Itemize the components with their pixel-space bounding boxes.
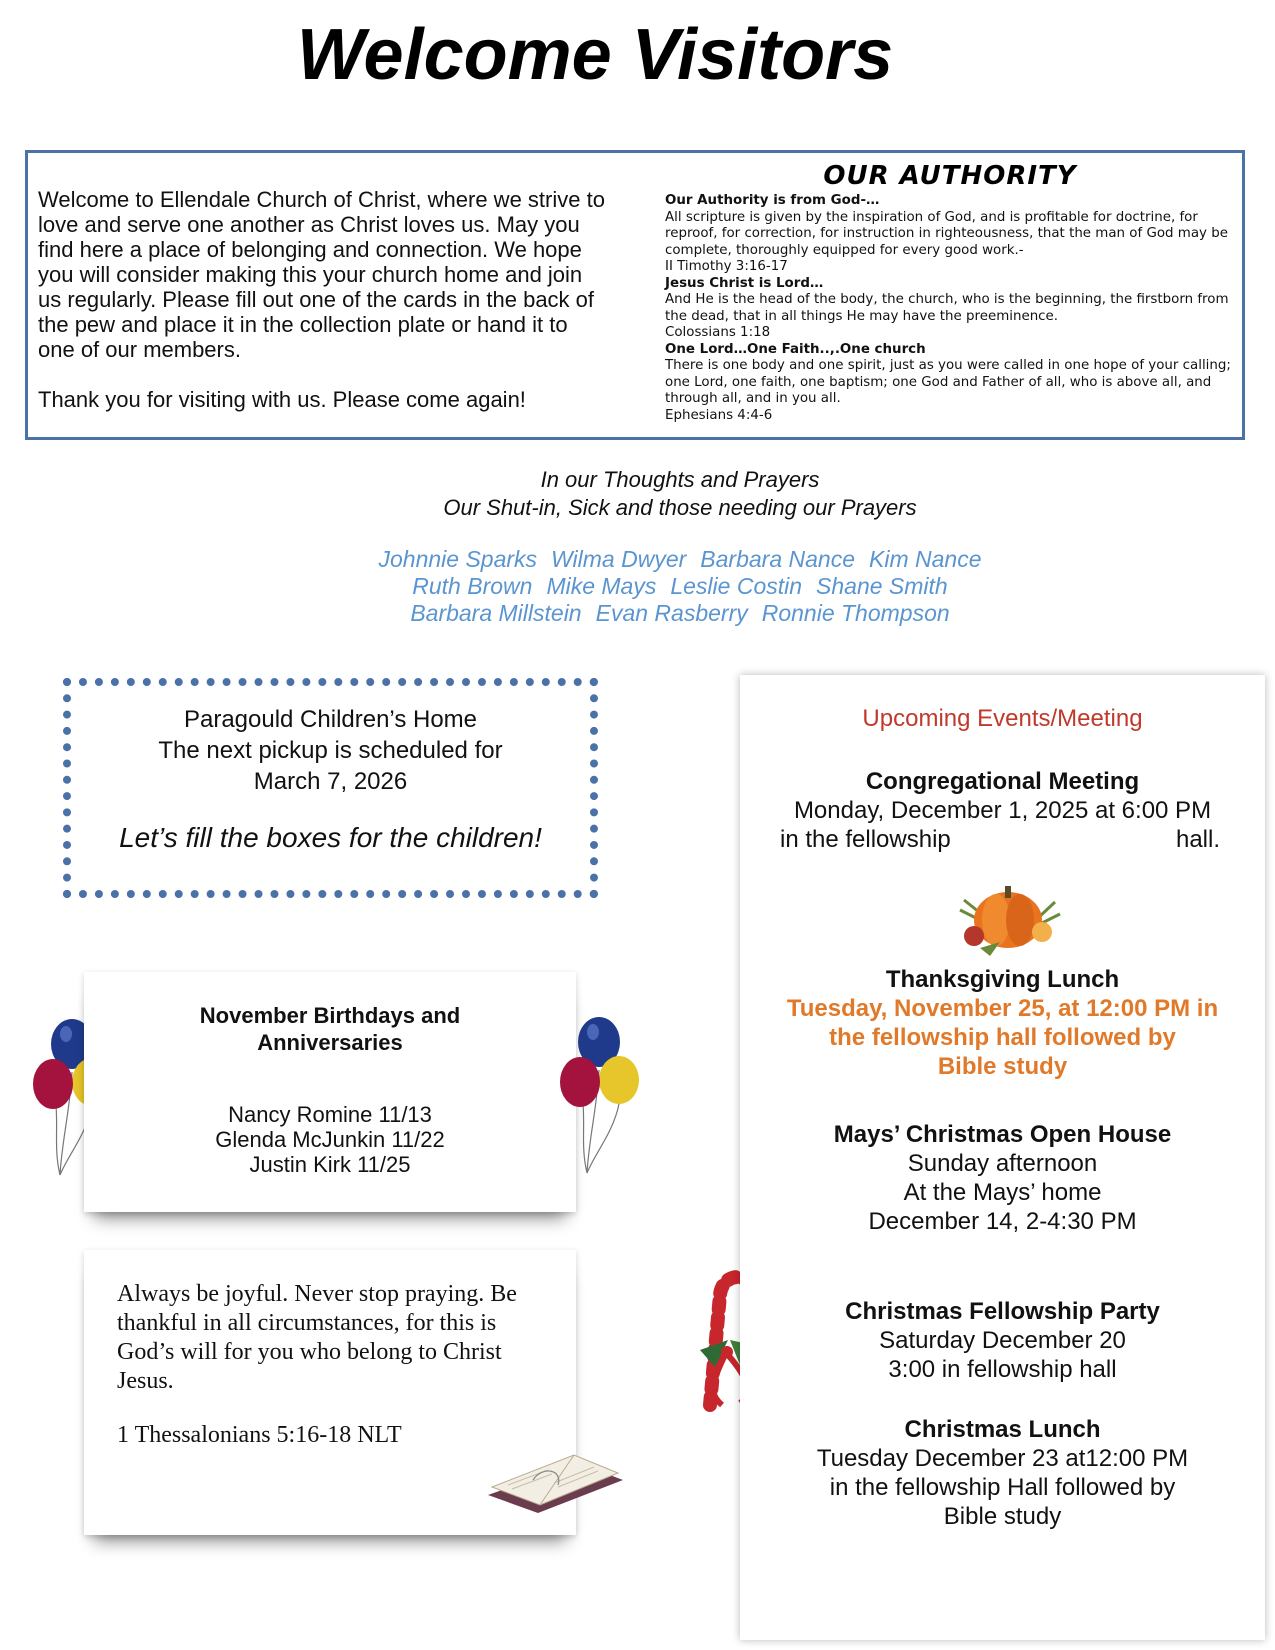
prayers-heading [330, 466, 1030, 522]
prayer-name: Barbara Nance [700, 546, 855, 572]
authority-lines [665, 193, 1235, 424]
welcome-message [38, 187, 608, 412]
list-item: Nancy Romine 11/13 [228, 1102, 432, 1127]
prayer-name: Kim Nance [869, 546, 982, 572]
prayer-name: Ruth Brown [412, 573, 533, 599]
thank-you-paragraph: Thank you for visiting with us. Please come again! [38, 387, 526, 412]
event-detail: Sunday afternoon [907, 1150, 1098, 1177]
birthdays-list [84, 1102, 576, 1177]
scripture-reference: 1 Thessalonians 5:16-18 NLT [117, 1422, 402, 1448]
events-title: Upcoming Events/Meeting [862, 705, 1143, 732]
authority-text: Colossians 1:18 [665, 325, 771, 340]
event-detail: Monday, December 1, 2025 at 6:00 PM [793, 797, 1212, 824]
event-detail: Bible study [937, 1053, 1068, 1080]
event-name: Christmas Lunch [904, 1416, 1101, 1443]
birthdays-title-line2: Anniversaries [257, 1030, 403, 1055]
prayer-row [330, 573, 1030, 600]
birthdays-card [84, 972, 576, 1212]
authority-text: All scripture is given by the inspiration of God, and is profitable for doctrine, for reproof, for correction, for instruction in righteousness, that the man of God may be complete, thoroughly equipped for every good work.- [665, 209, 1228, 258]
event-name: Christmas Fellowship Party [845, 1298, 1160, 1325]
balloons-icon [555, 1008, 645, 1178]
event-detail: Bible study [943, 1503, 1062, 1530]
pickup-details [71, 704, 590, 797]
event-christmas-lunch [740, 1415, 1265, 1531]
event-detail: 3:00 in fellowship hall [888, 1356, 1117, 1383]
welcome-paragraph: Welcome to Ellendale Church of Christ, where we strive to love and serve one another as Christ loves us. May you find here a place of belonging and connection. We hope you will consider making this your church home and join us regularly. Please fill out one of the cards in the back of the pew and place it in the collection plate or hand it to one of our members. [38, 187, 605, 362]
list-item: Glenda McJunkin 11/22 [215, 1127, 445, 1152]
event-name: Mays’ Christmas Open House [833, 1121, 1172, 1148]
prayer-list [330, 546, 1030, 627]
prayer-name: Shane Smith [816, 573, 948, 599]
childrens-home-box [63, 678, 598, 898]
authority-text: Ephesians 4:4-6 [665, 407, 773, 423]
prayers-heading-line1: In our Thoughts and Prayers [540, 467, 820, 492]
prayer-row [330, 600, 1030, 627]
event-detail: December 14, 2-4:30 PM [868, 1208, 1137, 1235]
pumpkin-icon [950, 870, 1070, 960]
bible-icon [478, 1425, 628, 1515]
event-detail: hall. [1175, 826, 1220, 853]
prayer-name: Evan Rasberry [595, 600, 748, 626]
prayers-heading-line2: Our Shut-in, Sick and those needing our Prayers [443, 495, 917, 520]
event-fellowship-party [740, 1297, 1265, 1384]
prayer-name: Barbara Millstein [410, 600, 582, 626]
event-location [740, 825, 1265, 854]
authority-title: OUR AUTHORITY [823, 161, 1077, 191]
pickup-line1: Paragould Children’s Home [183, 706, 478, 733]
authority-section [665, 161, 1235, 424]
event-detail: Tuesday December 23 at12:00 PM [816, 1445, 1189, 1472]
welcome-box [25, 150, 1245, 440]
prayer-row [330, 546, 1030, 573]
event-name: Congregational Meeting [865, 768, 1140, 795]
pickup-call-to-action: Let’s fill the boxes for the children! [119, 822, 542, 853]
authority-text: II Timothy 3:16-17 [665, 259, 788, 274]
list-item: Justin Kirk 11/25 [249, 1152, 411, 1177]
prayer-name: Leslie Costin [670, 573, 803, 599]
authority-text: And He is the head of the body, the church, who is the beginning, the firstborn from the dead, that in all things He may have the preeminence. [665, 292, 1229, 324]
event-detail: in the fellowship [780, 826, 951, 853]
scripture-text: Always be joyful. Never stop praying. Be thankful in all circumstances, for this is God’s will for you who belong to Christ Jesus. [117, 1281, 517, 1394]
birthdays-title-line1: November Birthdays and [199, 1003, 461, 1028]
event-detail: in the fellowship Hall followed by [829, 1474, 1176, 1501]
prayer-name: Wilma Dwyer [551, 546, 687, 572]
pickup-line2: The next pickup is scheduled for [158, 737, 503, 764]
event-open-house [740, 1120, 1265, 1236]
pickup-date: March 7, 2026 [253, 768, 408, 795]
prayer-name: Johnnie Sparks [378, 546, 538, 572]
authority-heading: Our Authority is from God-… [665, 193, 880, 208]
event-congregational-meeting [740, 767, 1265, 854]
authority-text: There is one body and one spirit, just as you were called in one hope of your calling; one Lord, one faith, one baptism; one God and Father of all, who is above all, and through all, and in you all. [665, 358, 1231, 406]
prayer-name: Ronnie Thompson [761, 600, 950, 626]
event-detail: Tuesday, November 25, at 12:00 PM in [786, 995, 1219, 1022]
event-detail: Saturday December 20 [879, 1327, 1126, 1354]
event-name: Thanksgiving Lunch [885, 966, 1120, 993]
event-detail: the fellowship hall followed by [829, 1024, 1176, 1051]
authority-heading: Jesus Christ is Lord… [665, 275, 824, 291]
event-detail: At the Mays’ home [903, 1179, 1102, 1206]
prayer-name: Mike Mays [546, 573, 657, 599]
event-thanksgiving-lunch [740, 965, 1265, 1081]
events-card [740, 675, 1265, 1640]
page-title: Welcome Visitors [296, 15, 894, 95]
birthdays-title [84, 1002, 576, 1056]
authority-heading: One Lord…One Faith..,.One church [665, 341, 926, 357]
